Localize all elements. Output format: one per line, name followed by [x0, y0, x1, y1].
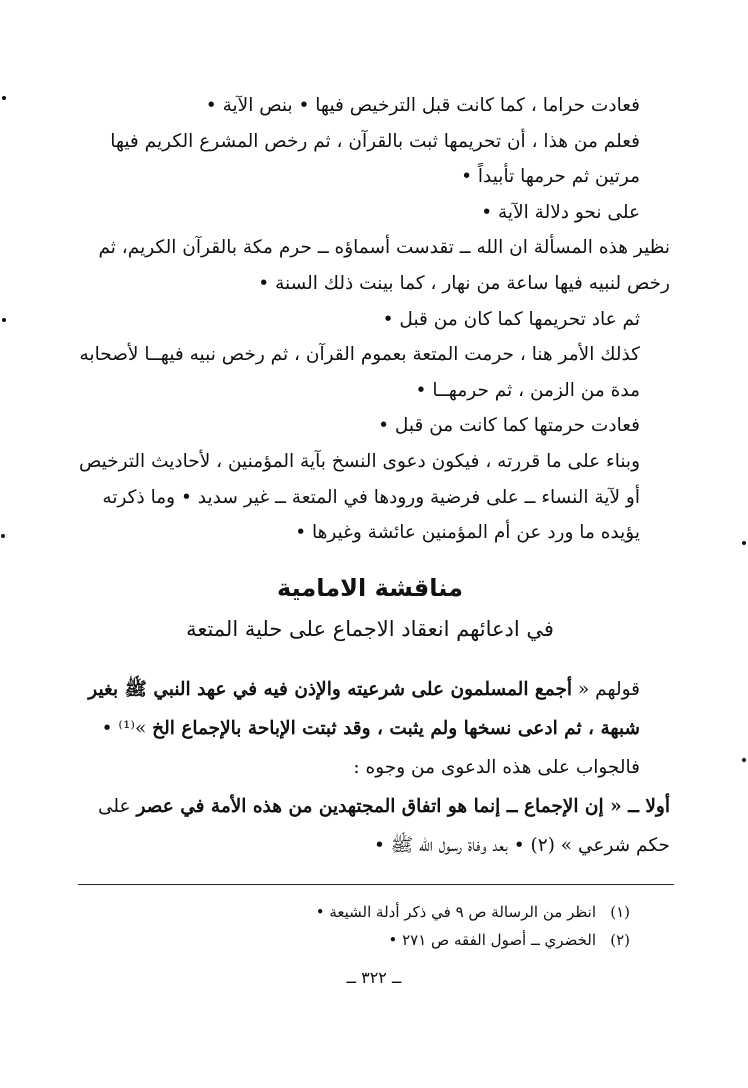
- footnote-number: (٢): [610, 931, 630, 949]
- section-title: مناقشة الامامية: [277, 574, 463, 602]
- section-subtitle: في ادعائهم انعقاد الاجماع على حلية المتعة: [186, 617, 554, 641]
- answer-line: فالجواب على هذه الدعوى من وجوه :: [353, 757, 640, 778]
- quote-lead: قولهم «: [572, 679, 640, 700]
- first-point: [70, 787, 670, 865]
- paragraph: وبناء على ما قررته ، فيكون دعوى النسخ بآية المؤمنين ، لأحاديث الترخيص أو لآية النساء ــ على فرضية ورودها في المتعة ــ غير سديد • وما ذكرته يؤيده ما ورد عن أم المؤمنين عائشة وغيرها •: [78, 450, 640, 544]
- paragraph: فعادت حراما ، كما كانت قبل الترخيص فيها • بنص الآية •: [205, 95, 640, 116]
- scan-mark: [742, 541, 746, 545]
- quote-text: أجمع المسلمون على شرعيته والإذن فيه في عهد النبي ﷺ بغير شبهة ، ثم ادعى نسخها ولم يثبت ، وقد ثبتت الإباحة بالإجماع الخ: [88, 679, 640, 739]
- paragraph: ثم عاد تحريمها كما كان من قبل •: [382, 308, 640, 330]
- footnote-text: انظر من الرسالة ص ٩ في ذكر أدلة الشيعة •: [315, 903, 596, 921]
- first-rest: على حكم شرعي » (٢) • بعد وفاة رسول الله ﷺ •: [97, 796, 670, 856]
- footnote-number: (١): [610, 903, 630, 921]
- first-definition: « إن الإجماع ــ إنما هو اتفاق المجتهدين من هذه الأمة في عصر: [136, 796, 629, 817]
- paragraph: فعادت حرمتها كما كانت من قبل •: [378, 415, 640, 437]
- footnote-divider: [78, 884, 674, 885]
- paragraph: فعلم من هذا ، أن تحريمها ثبت بالقرآن ، ثم رخص المشرع الكريم فيها مرتين ثم حرمها تأبيداً •: [110, 130, 640, 188]
- scan-mark: [2, 318, 6, 322]
- paragraph: نظير هذه المسألة ان الله ــ تقدست أسماؤه ــ حرم مكة بالقرآن الكريم، ثم رخص لنبيه فيها ساعة من نهار ، كما بينت ذلك السنة •: [98, 237, 670, 294]
- scan-mark: [2, 96, 6, 100]
- footnotes: [70, 898, 630, 954]
- paragraph: على نحو دلالة الآية •: [481, 201, 640, 223]
- scan-mark: [1, 534, 5, 538]
- footnote: [70, 898, 630, 926]
- footnote: [70, 926, 630, 954]
- paragraph: كذلك الأمر هنا ، حرمت المتعة بعموم القرآن ، ثم رخص نبيه فيهــا لأصحابه مدة من الزمن ، ثم حرمهــا •: [79, 344, 640, 401]
- main-text: [70, 88, 670, 551]
- scan-mark: [742, 758, 746, 762]
- discussion-text: [70, 670, 670, 865]
- footnote-ref: »⁽¹⁾ •: [101, 718, 153, 739]
- quote-paragraph: [70, 670, 670, 748]
- first-label: أولا ــ: [628, 796, 670, 817]
- page-number: ــ ٣٢٢ ــ: [346, 968, 402, 987]
- footnote-text: الخضري ــ أصول الفقه ص ٢٧١ •: [388, 931, 596, 949]
